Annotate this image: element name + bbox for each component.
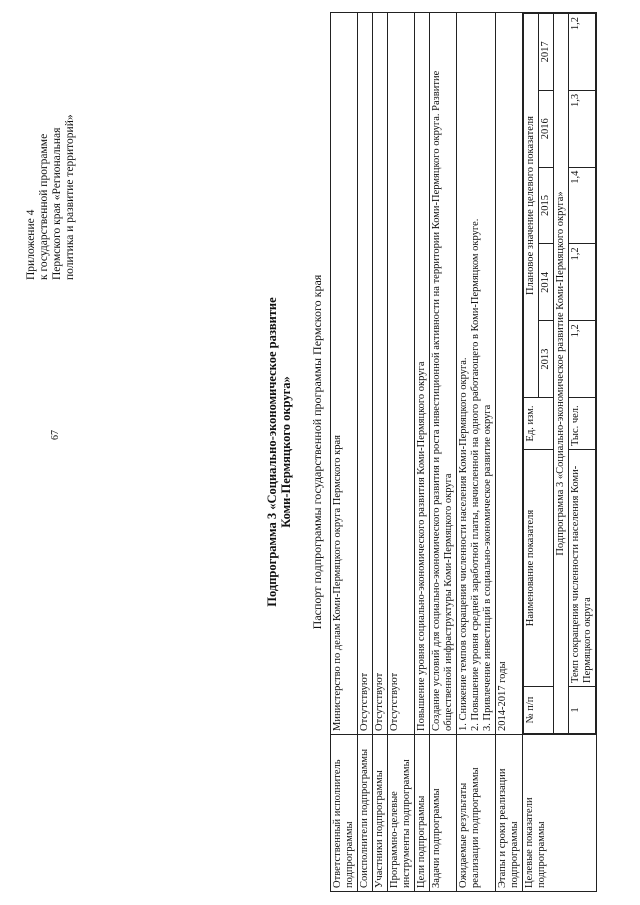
targets-cell [523,13,597,735]
passport-table [330,12,597,892]
row-label: Участники подпрограммы [373,735,388,892]
header-year: 2016 [539,90,554,167]
header-year: 2017 [539,14,554,91]
header-year: 2013 [539,321,554,398]
appendix-line: Приложение 4 [25,209,37,280]
appendix-line: к государственной программе [38,133,50,280]
row-value [457,13,496,735]
row-label: Ожидаемые результаты реализации подпрограммы [457,735,496,892]
row-label: Цели подпрограммы [415,735,430,892]
targets-section-row [554,14,569,734]
row-label: Ответственный исполнитель подпрограммы [331,735,358,892]
table-row [373,13,388,892]
page-number: 67 [50,430,61,440]
table-row [569,14,596,734]
targets-header-row [524,14,539,734]
row-value: Отсутствуют [358,13,373,735]
header-name: Наименование показателя [524,450,554,687]
row-num: 1 [569,687,596,734]
row-unit: Тыс. чел. [569,398,596,450]
row-value: Министерство по делам Коми-Пермяцкого округа Пермского края [331,13,358,735]
row-value: 1,4 [569,167,596,244]
subprogram-title [265,12,293,892]
result-item: 1. Снижение темпов сокращения численности населения Коми-Пермяцкого округа. [458,357,469,731]
row-value: 1,2 [569,14,596,91]
passport-title: Паспорт подпрограммы государственной программы Пермского края [310,274,324,630]
table-row [415,13,430,892]
row-label: Этапы и сроки реализации подпрограммы [496,735,523,892]
rotated-page [20,12,620,892]
row-label: Соисполнители подпрограммы [358,735,373,892]
row-value: Создание условий для социально-экономического развития и роста инвестиционной активности на территории Коми-Пермяцкого округа. Развитие общественной инфраструктуры Коми-Пермяцкого округа [430,13,457,735]
table-row [388,13,415,892]
table-row [457,13,496,892]
row-label: Целевые показатели подпрограммы [523,735,597,892]
row-name: Темп сокращения численности населения Коми-Пермяцкого округа [569,450,596,687]
section-title: Подпрограмма 3 «Социально-экономическое развитие Коми-Пермяцкого округа» [554,14,569,734]
row-value: 1,3 [569,90,596,167]
row-label: Задачи подпрограммы [430,735,457,892]
targets-table [523,13,596,734]
header-unit: Ед. изм. [524,398,554,450]
header-num: № п/п [524,687,554,734]
row-value: Отсутствуют [388,13,415,735]
table-row [523,13,597,892]
title-line-2: Коми-Пермяцкого округа» [279,376,293,528]
table-row [430,13,457,892]
row-label: Программно-целевые инструменты подпрограммы [388,735,415,892]
row-value: 2014-2017 годы [496,13,523,735]
appendix-note [25,20,77,280]
row-value: 1,2 [569,244,596,321]
row-value: 1,2 [569,321,596,398]
appendix-line: политика и развитие территорий» [64,114,76,280]
result-item: 2. Повышение уровня средней заработной платы, начисленной на одного работающего в Коми-Пермяцком округе. [470,218,481,731]
table-row [496,13,523,892]
row-value: Отсутствуют [373,13,388,735]
title-line-1: Подпрограмма 3 «Социально-экономическое развитие [265,297,279,607]
table-row [358,13,373,892]
appendix-line: Пермского края «Региональная [51,127,63,280]
header-plan: Плановое значение целевого показателя [524,14,539,398]
row-value: Повышение уровня социально-экономического развития Коми-Пермяцкого округа [415,13,430,735]
header-year: 2015 [539,167,554,244]
header-year: 2014 [539,244,554,321]
result-item: 3. Привлечение инвестиций в социально-экономическое развитие округа [482,404,493,731]
table-row [331,13,358,892]
